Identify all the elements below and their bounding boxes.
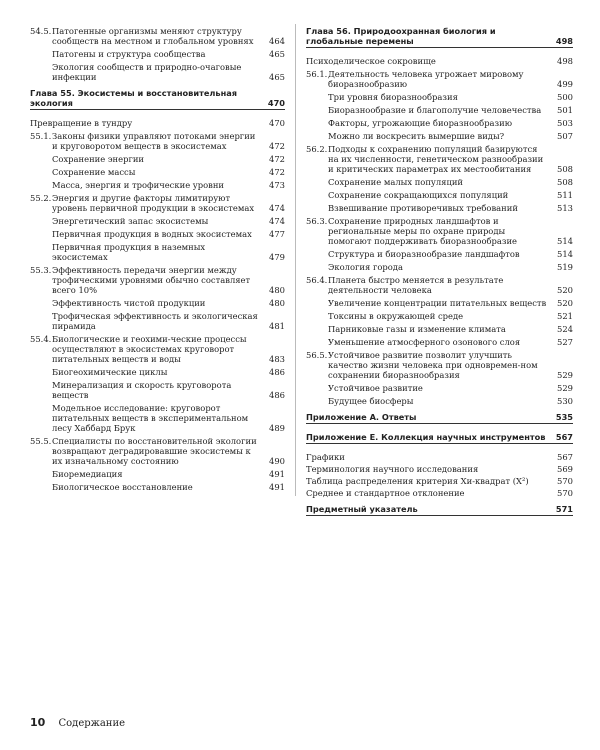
entry-page-number: 569 [557, 464, 573, 474]
chapter-page-number: 535 [555, 412, 573, 422]
entry-page-number: 514 [557, 249, 573, 259]
toc-subsection-entry [30, 229, 285, 239]
toc-subsection-entry [30, 482, 285, 492]
entry-page-number: 486 [269, 390, 285, 400]
entry-page-number: 477 [269, 229, 285, 239]
column-divider [295, 24, 296, 496]
entry-title: Деятельность человека угрожает мировому биоразнообразию [328, 69, 524, 89]
entry-title: Взвешивание противоречивых требований [328, 203, 518, 213]
entry-page-number: 507 [557, 131, 573, 141]
running-title: Содержание [58, 718, 126, 729]
entry-title: Патогены и структура сообщества [52, 49, 206, 59]
toc-section-entry [306, 56, 573, 66]
toc-subsection-entry [30, 49, 285, 59]
toc-section-entry [306, 144, 573, 174]
entry-title: Сохранение энергии [52, 154, 144, 164]
entry-page-number: 483 [269, 354, 285, 364]
toc-subsection-entry [306, 337, 573, 347]
entry-page-number: 491 [269, 469, 285, 479]
toc-subsection-entry [30, 167, 285, 177]
entry-title: Превращение в тундру [30, 118, 133, 128]
toc-left-column [30, 26, 285, 495]
entry-page-number: 521 [557, 311, 573, 321]
entry-page-number: 474 [269, 203, 285, 213]
entry-title: Сохранение сокращающихся популяций [328, 190, 509, 200]
entry-title: Психоделическое сокровище [306, 56, 436, 66]
entry-page-number: 529 [557, 370, 573, 380]
toc-subsection-entry [306, 92, 573, 102]
entry-title: Биологическое восстановление [52, 482, 193, 492]
entry-page-number: 479 [269, 252, 285, 262]
toc-subsection-entry [30, 180, 285, 190]
toc-section-entry [306, 488, 573, 498]
toc-subsection-entry [30, 367, 285, 377]
toc-subsection-entry [306, 383, 573, 393]
toc-section-entry [30, 334, 285, 364]
chapter-page-number: 571 [555, 504, 573, 514]
toc-section-entry [306, 464, 573, 474]
entry-page-number: 472 [269, 154, 285, 164]
chapter-page-number: 567 [555, 432, 573, 442]
entry-page-number: 500 [557, 92, 573, 102]
entry-title: Эффективность передачи энергии между трофическими уровнями обычно составляет всего 10% [52, 265, 251, 295]
entry-page-number: 527 [557, 337, 573, 347]
entry-page-number: 529 [557, 383, 573, 393]
entry-title: Устойчивое развитие позволит улучшить качество жизни человека при одновремен-ном сохранении биоразнообразия [328, 350, 538, 380]
toc-subsection-entry [306, 249, 573, 259]
entry-page-number: 519 [557, 262, 573, 272]
toc-subsection-entry [306, 262, 573, 272]
entry-page-number: 464 [269, 36, 285, 46]
toc-chapter-heading [306, 504, 573, 516]
entry-page-number: 473 [269, 180, 285, 190]
section-number: 55.4. [30, 334, 52, 344]
entry-title: Биогеохимические циклы [52, 367, 168, 377]
toc-section-entry [30, 193, 285, 213]
entry-page-number: 465 [269, 72, 285, 82]
entry-title: Трофическая эффективность и экологическая пирамида [52, 311, 258, 331]
toc-subsection-entry [30, 62, 285, 82]
chapter-title: Приложение Е. Коллекция научных инструментов [306, 432, 546, 442]
entry-title: Таблица распределения критерия Хи-квадрат (Χ²) [306, 476, 529, 486]
entry-title: Три уровня биоразнообразия [328, 92, 458, 102]
entry-page-number: 570 [557, 488, 573, 498]
entry-page-number: 520 [557, 298, 573, 308]
entry-page-number: 570 [557, 476, 573, 486]
entry-page-number: 472 [269, 167, 285, 177]
entry-title: Эффективность чистой продукции [52, 298, 206, 308]
section-number: 55.2. [30, 193, 52, 203]
entry-title: Терминология научного исследования [306, 464, 479, 474]
chapter-page-number: 470 [267, 98, 285, 108]
toc-subsection-entry [30, 380, 285, 400]
entry-page-number: 480 [269, 298, 285, 308]
entry-page-number: 530 [557, 396, 573, 406]
section-number: 55.1. [30, 131, 52, 141]
toc-section-entry [30, 265, 285, 295]
section-number: 55.5. [30, 436, 52, 446]
chapter-title: Глава 56. Природоохранная биология и глобальные перемены [306, 26, 496, 46]
entry-title: Сохранение природных ландшафтов и региональные меры по охране природы помогают поддерживать биоразнообразие [328, 216, 518, 246]
entry-page-number: 474 [269, 216, 285, 226]
chapter-page-number: 498 [555, 36, 573, 46]
toc-subsection-entry [306, 190, 573, 200]
entry-page-number: 524 [557, 324, 573, 334]
toc-subsection-entry [30, 403, 285, 433]
toc-subsection-entry [306, 396, 573, 406]
toc-subsection-entry [306, 105, 573, 115]
entry-page-number: 511 [557, 190, 573, 200]
entry-title: Законы физики управляют потоками энергии и круговоротом веществ в экосистемах [52, 131, 256, 151]
toc-section-entry [306, 452, 573, 462]
toc-chapter-heading [306, 26, 573, 48]
entry-title: Можно ли воскресить вымершие виды? [328, 131, 505, 141]
toc-chapter-heading [306, 412, 573, 424]
entry-page-number: 567 [557, 452, 573, 462]
toc-section-entry [30, 436, 285, 466]
toc-section-entry [306, 476, 573, 486]
section-number: 55.3. [30, 265, 52, 275]
entry-title: Экология города [328, 262, 403, 272]
entry-title: Энергия и другие факторы лимитируют уровень первичной продукции в экосистемах [52, 193, 255, 213]
entry-title: Модельное исследование: круговорот питательных веществ в экспериментальном лесу Хаббард Брук [52, 403, 249, 433]
entry-title: Биоразнообразие и благополучие человечества [328, 105, 542, 115]
entry-page-number: 498 [557, 56, 573, 66]
page-number: 10 [30, 716, 46, 729]
entry-title: Парниковые газы и изменение климата [328, 324, 506, 334]
toc-subsection-entry [30, 298, 285, 308]
entry-title: Планета быстро меняется в результате деятельности человека [328, 275, 504, 295]
entry-page-number: 514 [557, 236, 573, 246]
entry-page-number: 470 [269, 118, 285, 128]
toc-subsection-entry [30, 216, 285, 226]
entry-title: Первичная продукция в водных экосистемах [52, 229, 252, 239]
toc-section-entry [306, 350, 573, 380]
chapter-title: Глава 55. Экосистемы и восстановительная экология [30, 88, 238, 108]
section-number: 54.5. [30, 26, 52, 36]
entry-title: Биологические и геохими-ческие процессы осуществляют в экосистемах круговорот питательных веществ и воды [52, 334, 247, 364]
toc-subsection-entry [30, 469, 285, 479]
toc-section-entry [30, 118, 285, 128]
entry-page-number: 501 [557, 105, 573, 115]
toc-subsection-entry [306, 324, 573, 334]
toc-section-entry [30, 131, 285, 151]
entry-title: Будущее биосферы [328, 396, 414, 406]
toc-subsection-entry [306, 203, 573, 213]
toc-subsection-entry [306, 177, 573, 187]
entry-title: Структура и биоразнообразие ландшафтов [328, 249, 520, 259]
entry-title: Сохранение малых популяций [328, 177, 464, 187]
toc-chapter-heading [30, 88, 285, 110]
toc-section-entry [30, 26, 285, 46]
entry-title: Сохранение массы [52, 167, 136, 177]
entry-title: Минерализация и скорость круговорота веществ [52, 380, 232, 400]
chapter-title: Предметный указатель [306, 504, 418, 514]
entry-page-number: 503 [557, 118, 573, 128]
toc-section-entry [306, 69, 573, 89]
entry-page-number: 520 [557, 285, 573, 295]
entry-page-number: 486 [269, 367, 285, 377]
section-number: 56.4. [306, 275, 328, 285]
section-number: 56.2. [306, 144, 328, 154]
entry-page-number: 490 [269, 456, 285, 466]
toc-right-column [306, 26, 573, 524]
toc-subsection-entry [30, 154, 285, 164]
entry-title: Графики [306, 452, 345, 462]
entry-title: Специалисты по восстановительной экологии возвращают деградировавшие экосистемы к их изначальному состоянию [52, 436, 257, 466]
entry-page-number: 489 [269, 423, 285, 433]
toc-subsection-entry [30, 242, 285, 262]
entry-title: Патогенные организмы меняют структуру сообществ на местном и глобальном уровнях [52, 26, 254, 46]
toc-section-entry [306, 275, 573, 295]
entry-title: Масса, энергия и трофические уровни [52, 180, 225, 190]
entry-title: Энергетический запас экосистемы [52, 216, 209, 226]
toc-subsection-entry [306, 311, 573, 321]
entry-title: Подходы к сохранению популяций базируются на их численности, генетическом разнообразии и критических параметрах их местообитания [328, 144, 544, 174]
entry-page-number: 513 [557, 203, 573, 213]
entry-page-number: 465 [269, 49, 285, 59]
toc-chapter-heading [306, 432, 573, 444]
toc-subsection-entry [306, 298, 573, 308]
entry-page-number: 499 [557, 79, 573, 89]
section-number: 56.1. [306, 69, 328, 79]
entry-page-number: 491 [269, 482, 285, 492]
toc-subsection-entry [306, 131, 573, 141]
entry-title: Среднее и стандартное отклонение [306, 488, 465, 498]
entry-title: Экология сообществ и природно-очаговые инфекции [52, 62, 242, 82]
entry-page-number: 508 [557, 177, 573, 187]
toc-section-entry [306, 216, 573, 246]
section-number: 56.3. [306, 216, 328, 226]
entry-title: Первичная продукция в наземных экосистемах [52, 242, 206, 262]
toc-subsection-entry [30, 311, 285, 331]
chapter-title: Приложение А. Ответы [306, 412, 417, 422]
entry-page-number: 472 [269, 141, 285, 151]
entry-title: Биоремедиация [52, 469, 123, 479]
entry-page-number: 481 [269, 321, 285, 331]
page-footer [30, 716, 125, 729]
entry-page-number: 480 [269, 285, 285, 295]
section-number: 56.5. [306, 350, 328, 360]
entry-title: Устойчивое развитие [328, 383, 423, 393]
toc-subsection-entry [306, 118, 573, 128]
entry-title: Уменьшение атмосферного озонового слоя [328, 337, 521, 347]
entry-title: Токсины в окружающей среде [328, 311, 464, 321]
entry-title: Факторы, угрожающие биоразнообразию [328, 118, 512, 128]
entry-page-number: 508 [557, 164, 573, 174]
entry-title: Увеличение концентрации питательных веществ [328, 298, 547, 308]
